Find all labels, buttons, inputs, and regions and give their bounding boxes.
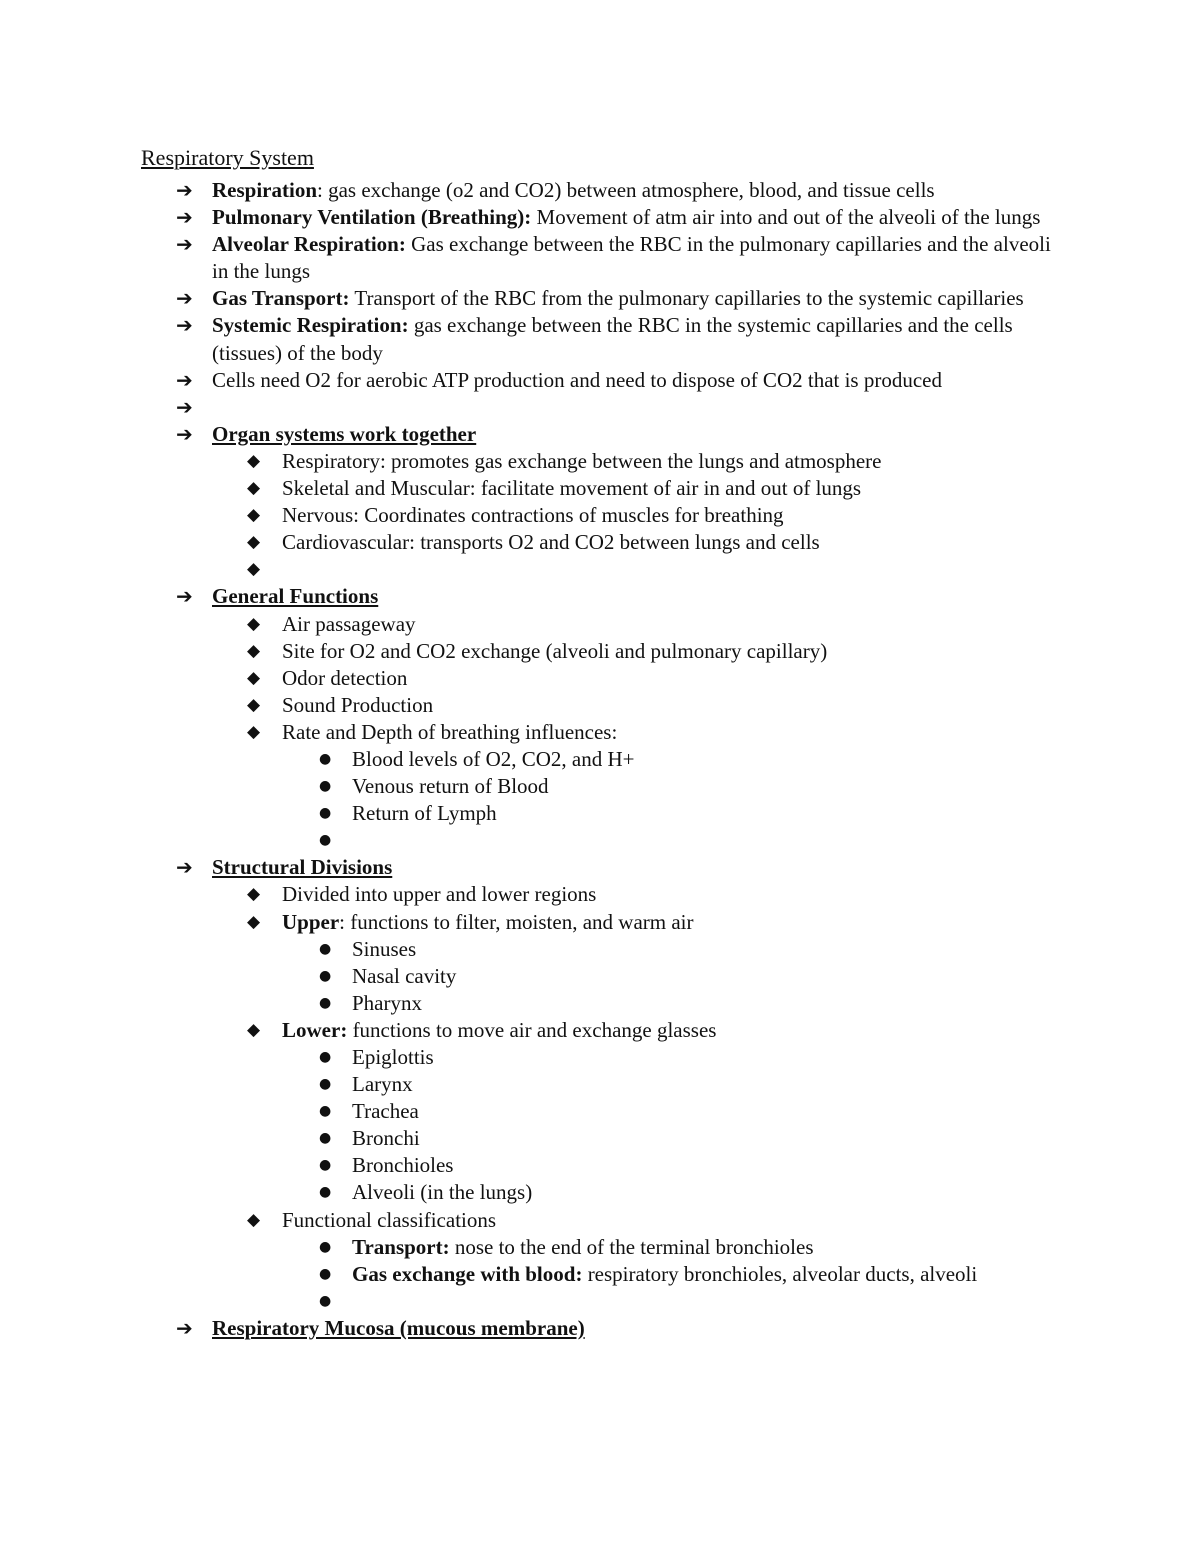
- list-item-text: Odor detection: [282, 665, 408, 690]
- term: Systemic Respiration:: [212, 313, 409, 338]
- list-item: [0, 665, 1200, 692]
- circle-bullet-icon: ●: [319, 1265, 332, 1282]
- definition: Transport of the RBC from the pulmonary capillaries to the systemic capillaries: [349, 286, 1024, 311]
- list-item-text: Nervous: Coordinates contractions of muscles for breathing: [282, 503, 784, 528]
- outline-list: [0, 177, 1200, 1342]
- list-item: [0, 1098, 1200, 1125]
- definition: : functions to filter, moisten, and warm air: [339, 909, 694, 934]
- list-item: [0, 881, 1200, 908]
- list-item: [0, 1017, 1200, 1044]
- diamond-bullet-icon: ◆: [247, 884, 261, 905]
- heading-text: Structural Divisions: [212, 855, 393, 880]
- list-item-text: Nasal cavity: [352, 963, 457, 988]
- arrow-bullet-icon: ➔: [176, 394, 193, 419]
- circle-bullet-icon: ●: [319, 1238, 332, 1255]
- circle-bullet-icon: ●: [319, 750, 332, 767]
- definition: gas exchange between the RBC in the systemic capillaries and the cells (tissues) of the body: [212, 313, 1013, 365]
- diamond-bullet-icon: ◆: [247, 667, 261, 688]
- term: Alveolar Respiration:: [212, 232, 406, 257]
- diamond-bullet-icon: ◆: [247, 694, 261, 715]
- term: Lower:: [282, 1017, 348, 1042]
- diamond-bullet-icon: ◆: [247, 613, 261, 634]
- list-item: [0, 800, 1200, 827]
- section-heading-respiratory-mucosa: [0, 1315, 1200, 1342]
- list-item: [0, 1179, 1200, 1206]
- term: Transport:: [352, 1234, 450, 1259]
- section-heading-organ-systems: [0, 421, 1200, 448]
- diamond-bullet-icon: ◆: [247, 478, 261, 499]
- definition: Movement of atm air into and out of the alveoli of the lungs: [531, 205, 1041, 230]
- list-item: [0, 475, 1200, 502]
- diamond-bullet-icon: ◆: [247, 532, 261, 553]
- list-item-text: Cardiovascular: transports O2 and CO2 between lungs and cells: [282, 530, 820, 555]
- list-item-text: Skeletal and Muscular: facilitate movement of air in and out of lungs: [282, 476, 862, 501]
- circle-bullet-icon: ●: [319, 1184, 332, 1201]
- definition: Gas exchange between the RBC in the pulmonary capillaries and the alveoli in the lungs: [212, 232, 1051, 284]
- term: Upper: [282, 909, 340, 934]
- definition: : gas exchange (o2 and CO2) between atmosphere, blood, and tissue cells: [317, 178, 935, 202]
- circle-bullet-icon: ●: [319, 967, 332, 984]
- list-item: [0, 1207, 1200, 1234]
- list-item-text: Return of Lymph: [352, 801, 497, 826]
- diamond-bullet-icon: ◆: [247, 450, 261, 471]
- list-item: [0, 1261, 1200, 1288]
- list-item-text: Sound Production: [282, 692, 434, 717]
- arrow-bullet-icon: ➔: [176, 313, 193, 338]
- list-item: [0, 1071, 1200, 1098]
- circle-bullet-icon: ●: [319, 940, 332, 957]
- arrow-bullet-icon: ➔: [176, 855, 193, 880]
- list-item-text: Sinuses: [352, 936, 417, 961]
- arrow-bullet-icon: ➔: [176, 232, 193, 257]
- list-item-text: Functional classifications: [282, 1207, 497, 1232]
- section-heading-structural-divisions: [0, 854, 1200, 881]
- circle-bullet-icon: ●: [319, 805, 332, 822]
- section-heading-general-functions: [0, 583, 1200, 610]
- circle-bullet-icon: ●: [319, 1049, 332, 1065]
- heading-text: Organ systems work together: [212, 421, 477, 446]
- list-item-text: Rate and Depth of breathing influences:: [282, 719, 618, 744]
- definition: nose to the end of the terminal bronchioles: [449, 1234, 814, 1259]
- list-item: [0, 1234, 1200, 1261]
- circle-bullet-icon: ●: [319, 1292, 332, 1309]
- circle-bullet-icon: ●: [319, 1130, 332, 1147]
- arrow-bullet-icon: ➔: [176, 205, 193, 230]
- circle-bullet-icon: ●: [319, 1076, 332, 1093]
- list-item: [0, 312, 1200, 366]
- list-item: [0, 1152, 1200, 1179]
- heading-text: Respiratory Mucosa (mucous membrane): [212, 1315, 585, 1340]
- list-item-text: Bronchioles: [352, 1153, 454, 1178]
- list-item: [0, 692, 1200, 719]
- term: Respiration: [212, 178, 317, 202]
- arrow-bullet-icon: ➔: [176, 178, 193, 202]
- list-item-text: Venous return of Blood: [352, 774, 549, 799]
- list-item: [0, 1044, 1200, 1071]
- list-item: [0, 611, 1200, 638]
- list-item: [0, 204, 1200, 231]
- list-item: [0, 1125, 1200, 1152]
- arrow-bullet-icon: ➔: [176, 1315, 193, 1340]
- list-item: [0, 529, 1200, 556]
- list-item: [0, 963, 1200, 990]
- list-item-text: Air passageway: [282, 611, 416, 636]
- list-item: [0, 990, 1200, 1017]
- definition: respiratory bronchioles, alveolar ducts, alveoli: [582, 1261, 978, 1286]
- diamond-bullet-icon: ◆: [247, 640, 261, 661]
- arrow-bullet-icon: ➔: [176, 584, 193, 609]
- list-item: [0, 231, 1200, 285]
- circle-bullet-icon: ●: [319, 832, 332, 849]
- diamond-bullet-icon: ◆: [247, 911, 261, 932]
- arrow-bullet-icon: ➔: [176, 421, 193, 446]
- list-item-text: Trachea: [352, 1099, 419, 1124]
- term: Pulmonary Ventilation (Breathing):: [212, 205, 532, 230]
- list-item: [0, 448, 1200, 475]
- diamond-bullet-icon: ◆: [247, 721, 261, 742]
- list-item: [0, 746, 1200, 773]
- document-title: Respiratory System: [141, 145, 314, 170]
- list-item: [0, 638, 1200, 665]
- empty-list-item: [0, 394, 1200, 421]
- empty-list-item: [0, 556, 1200, 583]
- list-item-text: Epiglottis: [352, 1045, 434, 1069]
- list-item: [0, 367, 1200, 394]
- list-item: [0, 909, 1200, 936]
- list-item-text: Larynx: [352, 1072, 413, 1097]
- empty-list-item: [0, 827, 1200, 854]
- list-item: [0, 936, 1200, 963]
- term: Gas Transport:: [212, 286, 350, 311]
- list-item-text: Pharynx: [352, 990, 422, 1015]
- circle-bullet-icon: ●: [319, 1157, 332, 1174]
- diamond-bullet-icon: ◆: [247, 1019, 261, 1040]
- list-item: [0, 285, 1200, 312]
- list-item-text: Alveoli (in the lungs): [352, 1180, 533, 1205]
- list-item-text: Site for O2 and CO2 exchange (alveoli and pulmonary capillary): [282, 638, 828, 663]
- list-item: [0, 719, 1200, 746]
- diamond-bullet-icon: ◆: [247, 559, 261, 580]
- diamond-bullet-icon: ◆: [247, 505, 261, 526]
- heading-text: General Functions: [212, 584, 379, 609]
- list-item-text: Blood levels of O2, CO2, and H+: [352, 746, 635, 771]
- term: Gas exchange with blood:: [352, 1261, 583, 1286]
- list-item: [0, 177, 1200, 204]
- circle-bullet-icon: ●: [319, 994, 332, 1011]
- list-item-text: Respiratory: promotes gas exchange between the lungs and atmosphere: [282, 448, 882, 473]
- circle-bullet-icon: ●: [319, 778, 332, 795]
- arrow-bullet-icon: ➔: [176, 286, 193, 311]
- definition: functions to move air and exchange glasses: [347, 1017, 717, 1042]
- list-item-text: Divided into upper and lower regions: [282, 882, 597, 907]
- list-item-text: Bronchi: [352, 1126, 420, 1151]
- diamond-bullet-icon: ◆: [247, 1209, 261, 1230]
- list-item-text: Cells need O2 for aerobic ATP production and need to dispose of CO2 that is produced: [212, 367, 942, 392]
- list-item: [0, 773, 1200, 800]
- empty-list-item: [0, 1288, 1200, 1315]
- circle-bullet-icon: ●: [319, 1103, 332, 1120]
- arrow-bullet-icon: ➔: [176, 367, 193, 392]
- list-item: [0, 502, 1200, 529]
